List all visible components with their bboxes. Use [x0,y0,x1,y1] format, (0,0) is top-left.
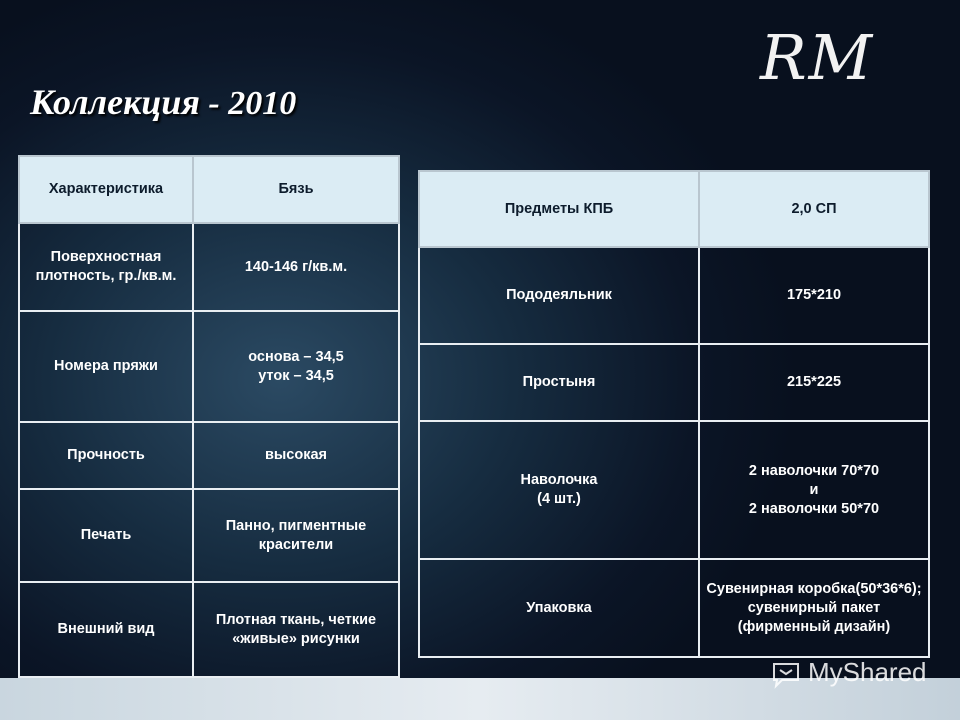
title-main: Коллекция [30,82,200,122]
title-separator: - [199,85,229,122]
bedding-set-table [418,170,930,658]
right-cell-item: Простыня [419,344,699,421]
left-cell-label: Номера пряжи [19,311,193,422]
watermark-text: MyShared [808,657,927,687]
left-cell-label: Внешний вид [19,582,193,677]
right-header-size: 2,0 СП [699,171,929,247]
right-cell-item: Пододеяльник [419,247,699,344]
left-cell-value: основа – 34,5 уток – 34,5 [193,311,399,422]
right-header-items: Предметы КПБ [419,171,699,247]
left-header-fabric: Бязь [193,156,399,223]
left-cell-label: Поверхностная плотность, гр./кв.м. [19,223,193,311]
fabric-characteristics-table [18,155,400,678]
right-cell-size: 215*225 [699,344,929,421]
watermark [770,652,927,692]
right-cell-item: Наволочка (4 шт.) [419,421,699,559]
left-cell-value: Панно, пигментные красители [193,489,399,582]
myshared-logo-icon [770,658,802,690]
right-cell-size: Сувенирная коробка(50*36*6); сувенирный пакет (фирменный дизайн) [699,559,929,657]
right-cell-size: 175*210 [699,247,929,344]
left-cell-label: Печать [19,489,193,582]
title-year: 2010 [228,85,297,122]
left-cell-value: 140-146 г/кв.м. [193,223,399,311]
left-cell-value: высокая [193,422,399,489]
rm-logo: RM [760,21,875,94]
left-cell-value: Плотная ткань, четкие «живые» рисунки [193,582,399,677]
left-header-characteristic: Характеристика [19,156,193,223]
page-title [30,80,296,124]
right-cell-size: 2 наволочки 70*70 и 2 наволочки 50*70 [699,421,929,559]
right-cell-item: Упаковка [419,559,699,657]
left-cell-label: Прочность [19,422,193,489]
